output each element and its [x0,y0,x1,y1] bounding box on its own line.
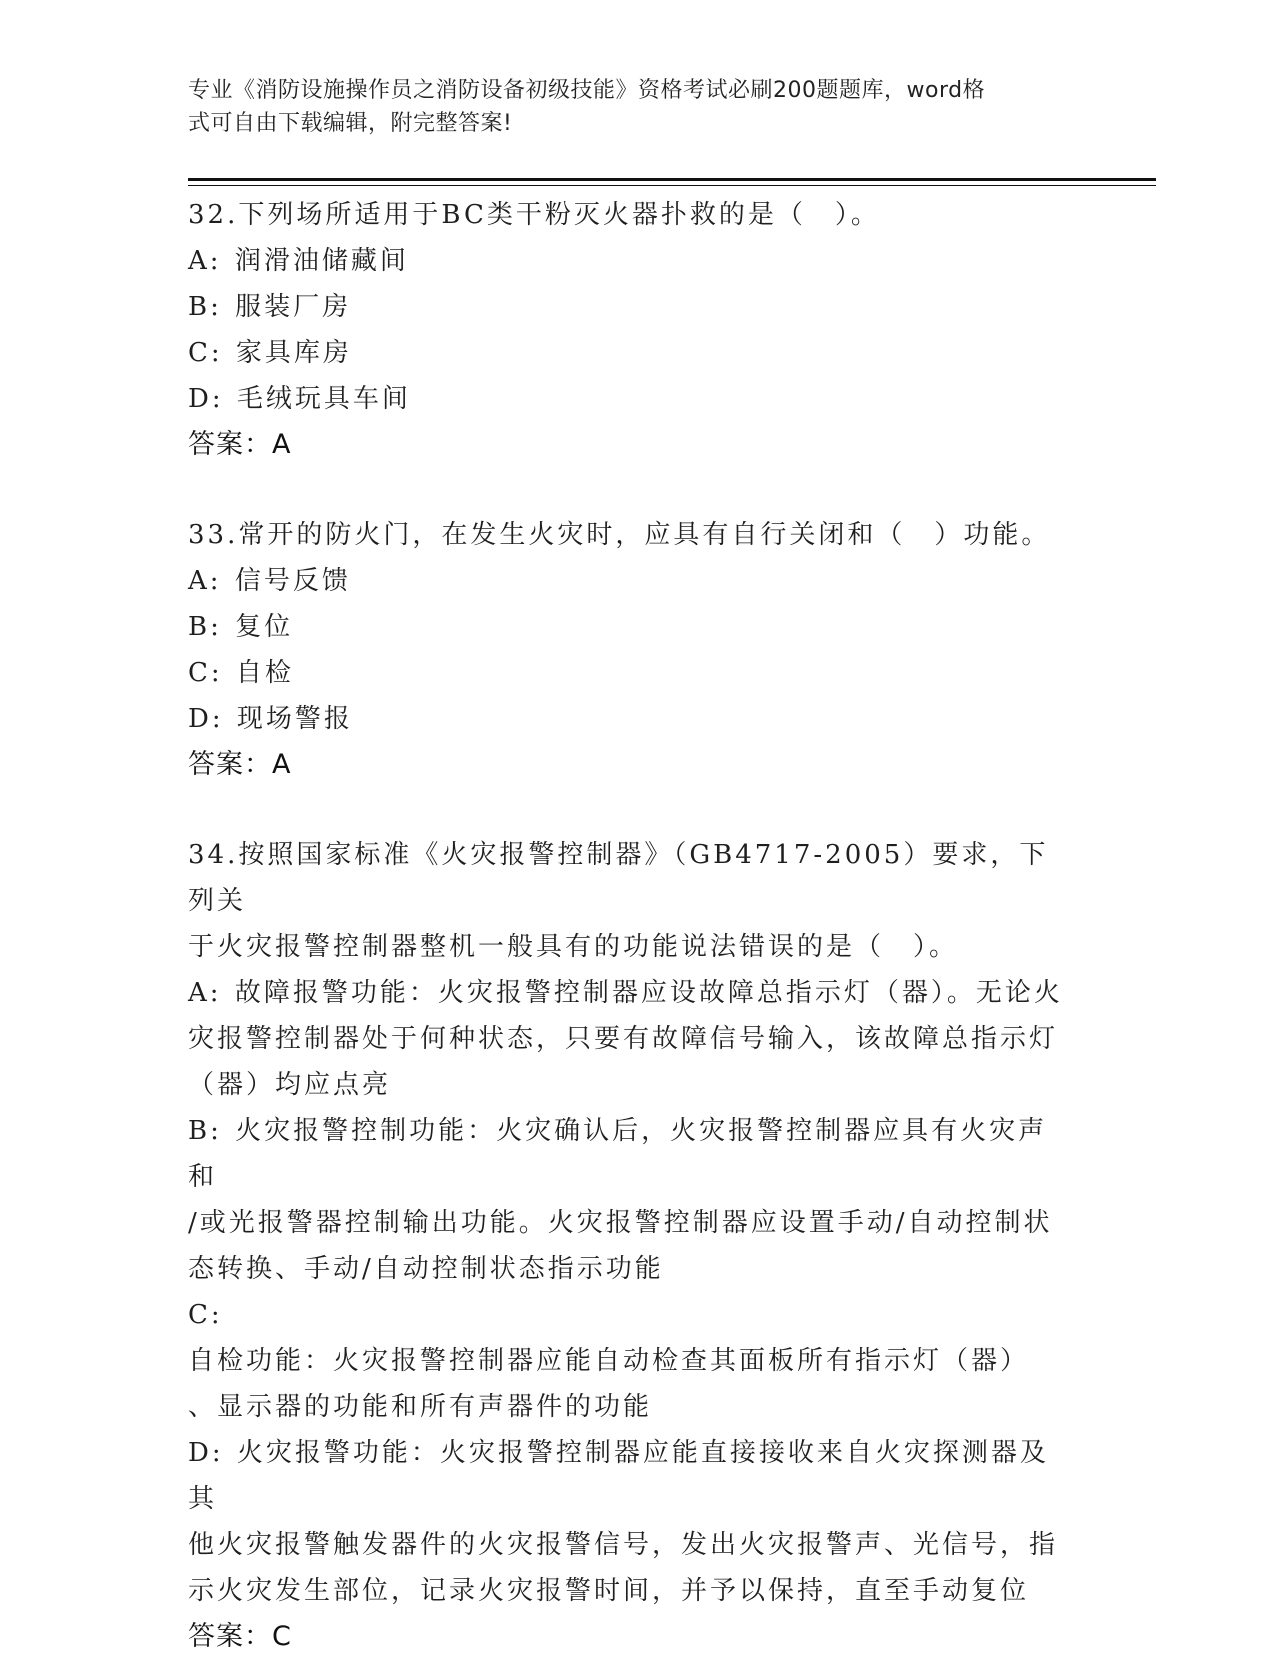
option-a [188,558,1068,604]
option-c [188,1292,1068,1384]
option-label: A: [188,566,222,596]
question-stem: 33.常开的防火门，在发生火灾时，应具有自行关闭和（ ）功能。 [188,520,1051,550]
option-a-continued: （器）均应点亮 [188,1070,392,1100]
option-c [188,330,1068,376]
option-text: 毛绒玩具车间 [236,384,411,414]
option-b [188,1108,1068,1200]
option-text: 故障报警功能：火灾报警控制器应设故障总指示灯（器）。无论火 [234,978,1063,1008]
option-text: 自检功能：火灾报警控制器应能自动检查其面板所有指示灯（器） [188,1346,1030,1376]
header-divider-thick [188,178,1156,181]
option-text: 自检 [235,658,294,688]
option-text: 火灾报警控制功能：火灾确认后，火灾报警控制器应具有火灾声和 [188,1116,1048,1192]
option-c-continued: 、显示器的功能和所有声器件的功能 [188,1392,653,1422]
option-text: 润滑油储藏间 [234,246,409,276]
option-text: 家具库房 [235,338,352,368]
option-label: C: [188,338,223,368]
option-label: A: [188,246,222,276]
option-label: D: [188,384,224,414]
option-b-continued: /或光报警器控制输出功能。火灾报警控制器应设置手动/自动控制状 [188,1208,1053,1238]
answer-line: 答案：C [188,1621,292,1652]
header-line-2: 式可自由下载编辑，附完整答案! [188,111,513,136]
option-b [188,604,1068,650]
question-32 [188,192,1068,468]
header-line-1: 专业《消防设施操作员之消防设备初级技能》资格考试必刷200题题库，word格 [188,78,986,103]
answer-line: 答案：A [188,749,292,780]
document-header [188,74,1068,140]
option-label: B: [188,1116,222,1146]
option-d [188,376,1068,422]
option-d [188,1430,1068,1522]
option-label: D: [188,704,224,734]
question-stem: 34.按照国家标准《火灾报警控制器》（GB4717-2005）要求，下列关 [188,840,1049,916]
option-text: 服装厂房 [235,292,352,322]
option-text: 信号反馈 [234,566,351,596]
option-label: A: [188,978,222,1008]
option-a [188,238,1068,284]
option-label: B: [188,612,222,642]
question-stem: 32.下列场所适用于BC类干粉灭火器扑救的是（ ）。 [188,200,880,230]
question-stem-continued: 于火灾报警控制器整机一般具有的功能说法错误的是（ ）。 [188,932,959,962]
option-c [188,650,1068,696]
option-d-continued: 他火灾报警触发器件的火灾报警信号，发出火灾报警声、光信号，指 [188,1530,1059,1560]
option-label: C: [188,658,223,688]
question-34 [188,832,1068,1660]
option-d [188,696,1068,742]
option-label: D: [188,1438,224,1468]
option-d-continued: 示火灾发生部位，记录火灾报警时间，并予以保持，直至手动复位 [188,1576,1030,1606]
option-b-continued: 态转换、手动/自动控制状态指示功能 [188,1254,664,1284]
header-divider-thin [188,185,1156,186]
option-text: 火灾报警功能：火灾报警控制器应能直接接收来自火灾探测器及其 [188,1438,1049,1514]
question-33 [188,512,1068,788]
option-text: 现场警报 [236,704,353,734]
option-text: 复位 [235,612,294,642]
option-label: C: [188,1300,223,1330]
option-a-continued: 灾报警控制器处于何种状态，只要有故障信号输入，该故障总指示灯 [188,1024,1059,1054]
option-a [188,970,1068,1016]
option-b [188,284,1068,330]
option-label: B: [188,292,222,322]
answer-line: 答案：A [188,429,292,460]
